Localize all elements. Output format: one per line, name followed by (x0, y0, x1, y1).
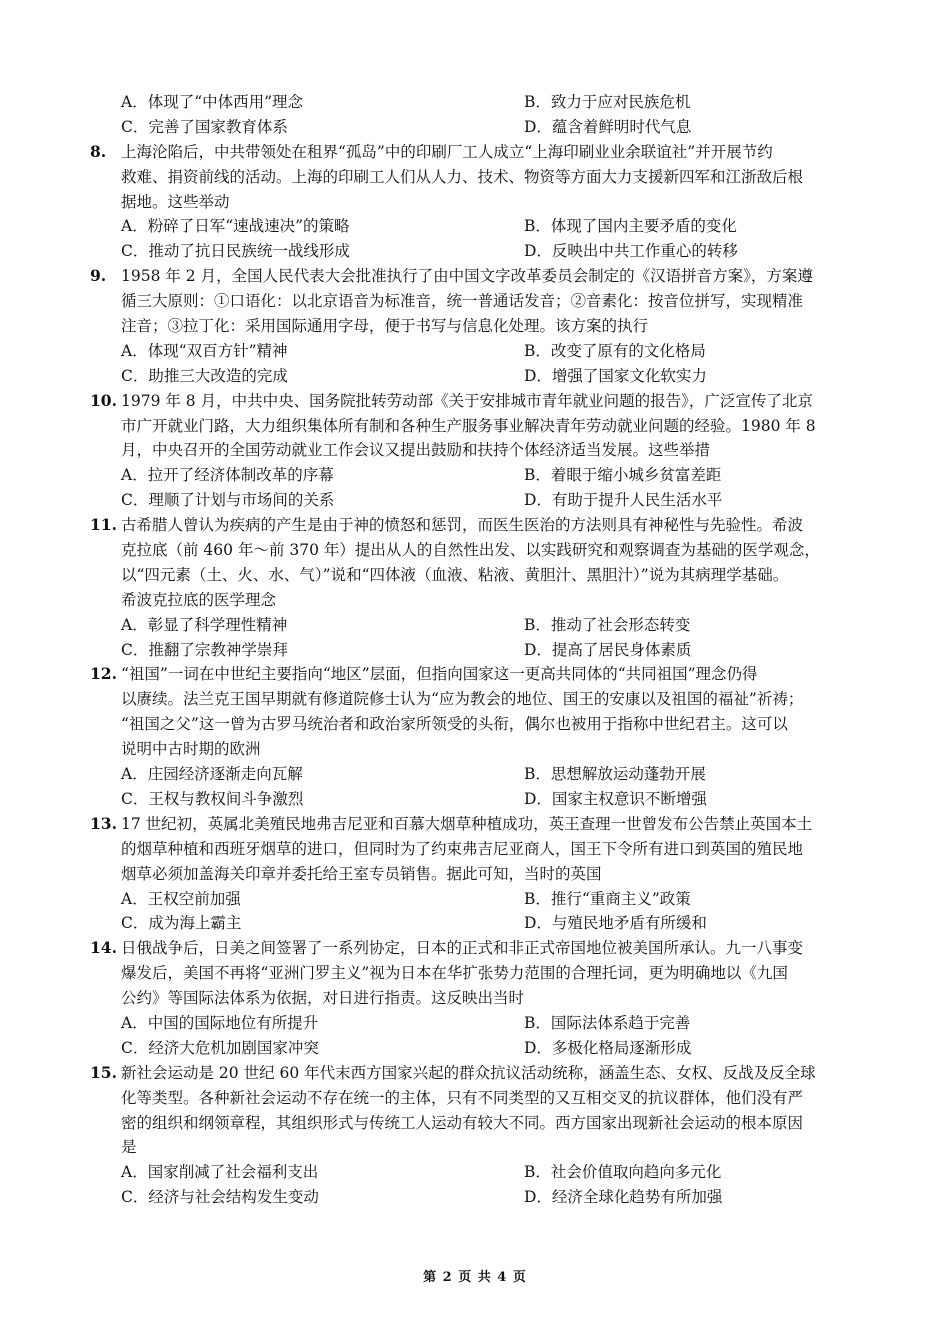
question-block (92, 662, 862, 811)
option-b: B．着眼于缩小城乡贫富差距 (524, 466, 722, 485)
option-d: D．反映出中共工作重心的转移 (524, 242, 738, 261)
option-d: D．国家主权意识不断增强 (524, 789, 707, 808)
question-text-line: 的烟草种植和西班牙烟草的进口，但同时为了约束弗吉尼亚商人，国王下令所有进口到英国的殖民地 (121, 839, 804, 858)
option-row (92, 1036, 862, 1061)
option-d: D．有助于提升人民生活水平 (524, 491, 723, 510)
question-text-line: 化等类型。各种新社会运动不存在统一的主体，只有不同类型的又互相交叉的抗议群体，他们没有严 (121, 1088, 804, 1107)
question-text-line: 古希腊人曾认为疾病的产生是由于神的愤怒和惩罚，而医生医治的方法则具有神秘性与先验性。希波 (121, 516, 804, 535)
option-b: B．致力于应对民族危机 (524, 93, 691, 111)
question-list (92, 90, 862, 1210)
question-7-options (92, 90, 862, 140)
question-text-line: 1979 年 8 月，中共中央、国务院批转劳动部《关于安排城市青年就业问题的报告》，广泛宣传了北京 (121, 391, 813, 410)
question-number: 14. (90, 938, 117, 958)
option-a: A．彰显了科学理性精神 (121, 615, 288, 634)
question-text-line: 密的组织和纲领章程，其组织形式与传统工人运动有较大不同。西方国家出现新社会运动的根本原因 (121, 1113, 804, 1132)
option-row (92, 911, 862, 936)
option-b: B．体现了国内主要矛盾的变化 (524, 217, 737, 236)
option-b: B．推行“重商主义”政策 (524, 889, 691, 908)
option-row (92, 1185, 862, 1210)
question-block (92, 140, 862, 264)
option-b: B．改变了原有的文化格局 (524, 341, 706, 360)
page-number-footer: 第 2 页 共 4 页 (423, 1270, 527, 1285)
question-text-line: “祖国”一词在中世纪主要指向“地区”层面，但指向国家这一更高共同体的“共同祖国”理念仍得 (121, 665, 758, 684)
question-number: 9. (90, 266, 107, 286)
question-block (92, 812, 862, 936)
option-row (92, 239, 862, 264)
option-a: A．王权空前加强 (121, 889, 241, 908)
question-text-line: 公约》等国际法体系为依据，对日进行指责。这反映出当时 (121, 989, 525, 1008)
question-number: 10. (90, 390, 117, 410)
option-d: D．与殖民地矛盾有所缓和 (524, 914, 707, 933)
option-c: C．助推三大改造的完成 (121, 366, 288, 385)
question-block (92, 264, 862, 388)
question-text-line: 希波克拉底的医学理念 (121, 590, 277, 609)
option-row (92, 90, 862, 115)
option-row (92, 364, 862, 389)
question-text-line: 以“四元素（土、火、水、气）”说和“四体液（血液、粘液、黄胆汁、黑胆汁）”说为其病理学基础。 (121, 565, 789, 584)
question-text-line: 市广开就业门路，大力组织集体所有制和各种生产服务事业解决青年劳动就业问题的经验。1980 年 8 (121, 416, 816, 435)
question-text-line: 克拉底（前 460 年～前 370 年）提出从人的自然性出发、以实践研究和观察调查为基础的医学观念， (121, 541, 820, 560)
option-c: C．推动了抗日民族统一战线形成 (121, 242, 350, 261)
option-a: A．体现了“中体西用”理念 (121, 93, 304, 111)
question-text-line: 注音；③拉丁化：采用国际通用字母，便于书写与信息化处理。该方案的执行 (121, 317, 649, 336)
question-text-line: 循三大原则：①口语化：以北京语音为标准音，统一普通话发音；②音素化：按音位拼写，实现精准 (121, 292, 804, 311)
option-row (92, 613, 862, 638)
option-d: D．提高了居民身体素质 (524, 640, 692, 659)
option-d: D．经济全球化趋势有所加强 (524, 1188, 723, 1207)
option-row (92, 488, 862, 513)
option-d: D．增强了国家文化软实力 (524, 366, 707, 385)
question-text-line: 1958 年 2 月，全国人民代表大会批准执行了由中国文字改革委员会制定的《汉语拼音方案》，方案遵 (121, 267, 813, 286)
option-row (92, 1160, 862, 1185)
option-row (92, 762, 862, 787)
option-c: C．经济大危机加剧国家冲突 (121, 1038, 319, 1057)
question-number: 8. (90, 141, 107, 161)
option-row (92, 638, 862, 663)
option-b: B．思想解放运动蓬勃开展 (524, 765, 706, 784)
option-c: C．推翻了宗教神学崇拜 (121, 640, 288, 659)
question-text-line: 爆发后，美国不再将“亚洲门罗主义”视为日本在华扩张势力范围的合理托词，更为明确地以《九国 (121, 964, 788, 983)
option-d: D．多极化格局逐渐形成 (524, 1038, 692, 1057)
option-a: A．粉碎了日军“速战速决”的策略 (121, 217, 350, 236)
option-row (92, 787, 862, 812)
option-a: A．体现“双百方针”精神 (121, 341, 288, 360)
question-text-line: 新社会运动是 20 世纪 60 年代末西方国家兴起的群众抗议活动统称，涵盖生态、女权、反战及反全球 (121, 1063, 816, 1082)
option-row (92, 463, 862, 488)
question-text-line: 说明中古时期的欧洲 (121, 740, 261, 759)
question-text-line: 是 (121, 1138, 137, 1157)
option-row (92, 339, 862, 364)
question-text-line: 月，中央召开的全国劳动就业工作会议又提出鼓励和扶持个体经济适当发展。这些举措 (121, 441, 711, 460)
question-text-line: “祖国之父”这一曾为古罗马统治者和政治家所领受的头衔，偶尔也被用于指称中世纪君主。这可以 (121, 715, 788, 734)
question-block (92, 1061, 862, 1210)
option-b: B．推动了社会形态转变 (524, 615, 691, 634)
option-c: C．王权与教权间斗争激烈 (121, 789, 304, 808)
option-b: B．国际法体系趋于完善 (524, 1013, 691, 1032)
option-c: C．成为海上霸主 (121, 914, 242, 933)
question-text-line: 日俄战争后，日美之间签署了一系列协定，日本的正式和非正式帝国地位被美国所承认。九一八事变 (121, 939, 804, 958)
option-row (92, 214, 862, 239)
option-d: D．蕴含着鲜明时代气息 (524, 117, 692, 136)
question-block (92, 936, 862, 1060)
question-block (92, 389, 862, 513)
question-text-line: 救难、捐资前线的活动。上海的印刷工人们从人力、技术、物资等方面大力支援新四军和江浙敌后根 (121, 167, 804, 186)
option-a: A．中国的国际地位有所提升 (121, 1013, 319, 1032)
question-number: 15. (90, 1062, 117, 1082)
option-c: C．完善了国家教育体系 (121, 117, 288, 136)
option-a: A．庄园经济逐渐走向瓦解 (121, 765, 303, 784)
option-row (92, 1011, 862, 1036)
question-block (92, 513, 862, 662)
option-row (92, 887, 862, 912)
question-text-line: 17 世纪初，英属北美殖民地弗吉尼亚和百慕大烟草种植成功，英王查理一世曾发布公告禁止英国本土 (121, 814, 813, 833)
question-text-line: 以赓续。法兰克王国早期就有修道院修士认为“应为教会的地位、国王的安康以及祖国的福祉”祈祷； (121, 690, 804, 709)
question-number: 13. (90, 813, 117, 833)
question-text-line: 烟草必须加盖海关印章并委托给王室专员销售。据此可知，当时的英国 (121, 864, 602, 883)
option-c: C．理顺了计划与市场间的关系 (121, 491, 335, 510)
question-text-line: 据地。这些举动 (121, 192, 230, 211)
question-number: 11. (90, 515, 117, 535)
option-a: A．拉开了经济体制改革的序幕 (121, 466, 334, 485)
question-text-line: 上海沦陷后，中共带领处在租界“孤岛”中的印刷厂工人成立“上海印刷业业余联谊社”并开展节约 (121, 142, 773, 161)
question-number: 12. (90, 664, 117, 684)
option-c: C．经济与社会结构发生变动 (121, 1188, 319, 1207)
option-row (92, 115, 862, 140)
option-b: B．社会价值取向趋向多元化 (524, 1163, 722, 1182)
option-a: A．国家削减了社会福利支出 (121, 1163, 319, 1182)
